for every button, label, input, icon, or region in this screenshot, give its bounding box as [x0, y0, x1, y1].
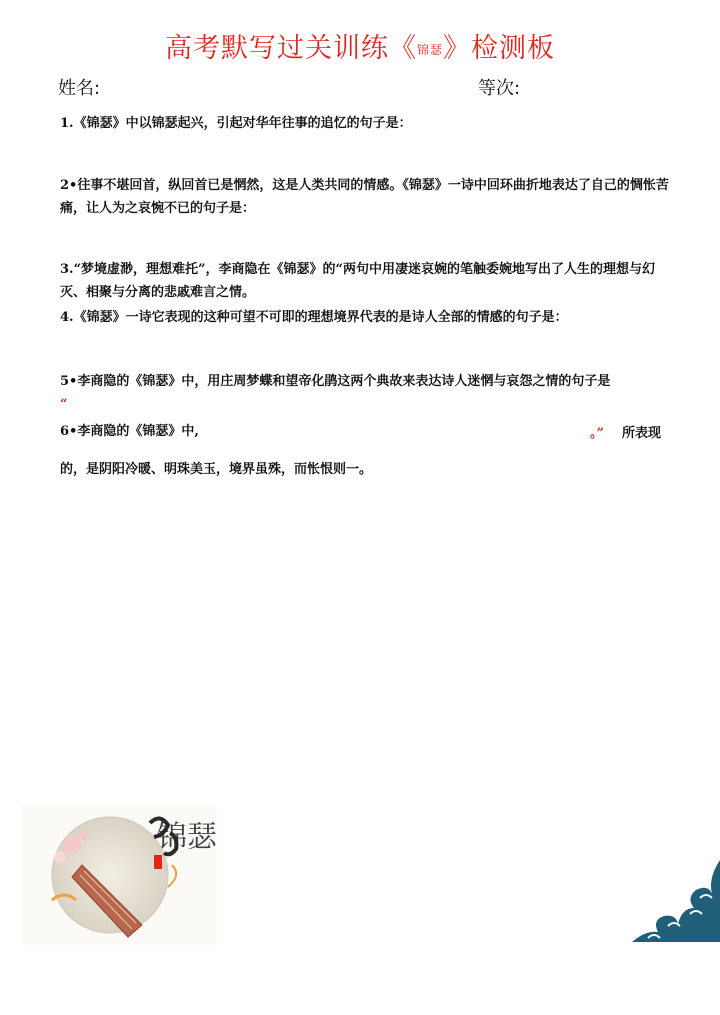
name-label: 姓名:	[58, 78, 101, 99]
calligraphy-title: 锦瑟	[157, 820, 217, 855]
page-title: 高考默写过关训练《锦瑟》检测板	[164, 33, 555, 64]
close-quote-mark: 。”	[590, 426, 604, 441]
guqin-illustration	[22, 805, 217, 945]
question-3: 3.“梦境虚渺，理想难托”，李商隐在《锦瑟》的“两句中用凄迷哀婉的笔触委婉地写出了人生的理想与幻灭、相聚与分离的悲戚难言之情。	[60, 262, 656, 300]
question-6-line2: 的，是阴阳冷暖、明珠美玉，境界虽殊，而怅恨则一。	[60, 462, 373, 477]
question-5: 5•李商隐的《锦瑟》中，用庄周梦蝶和望帝化鹃这两个典故来表达诗人迷惘与哀怨之情的句子是 “	[60, 374, 611, 412]
open-quote-mark: “	[60, 397, 68, 412]
question-4: 4.《锦瑟》一诗它表现的这种可望不可即的理想境界代表的是诗人全部的情感的句子是：	[60, 310, 568, 325]
question-2: 2•往事不堪回首，纵回首已是惘然，这是人类共同的情感。《锦瑟》一诗中回环曲折地表达了自己的惆怅苦痛，让人为之哀惋不已的句子是：	[60, 178, 669, 216]
wave-ornament	[628, 860, 720, 942]
rank-label: 等次:	[478, 78, 521, 99]
question-1: 1.《锦瑟》中以锦瑟起兴，引起对华年往事的追忆的句子是：	[60, 116, 412, 131]
